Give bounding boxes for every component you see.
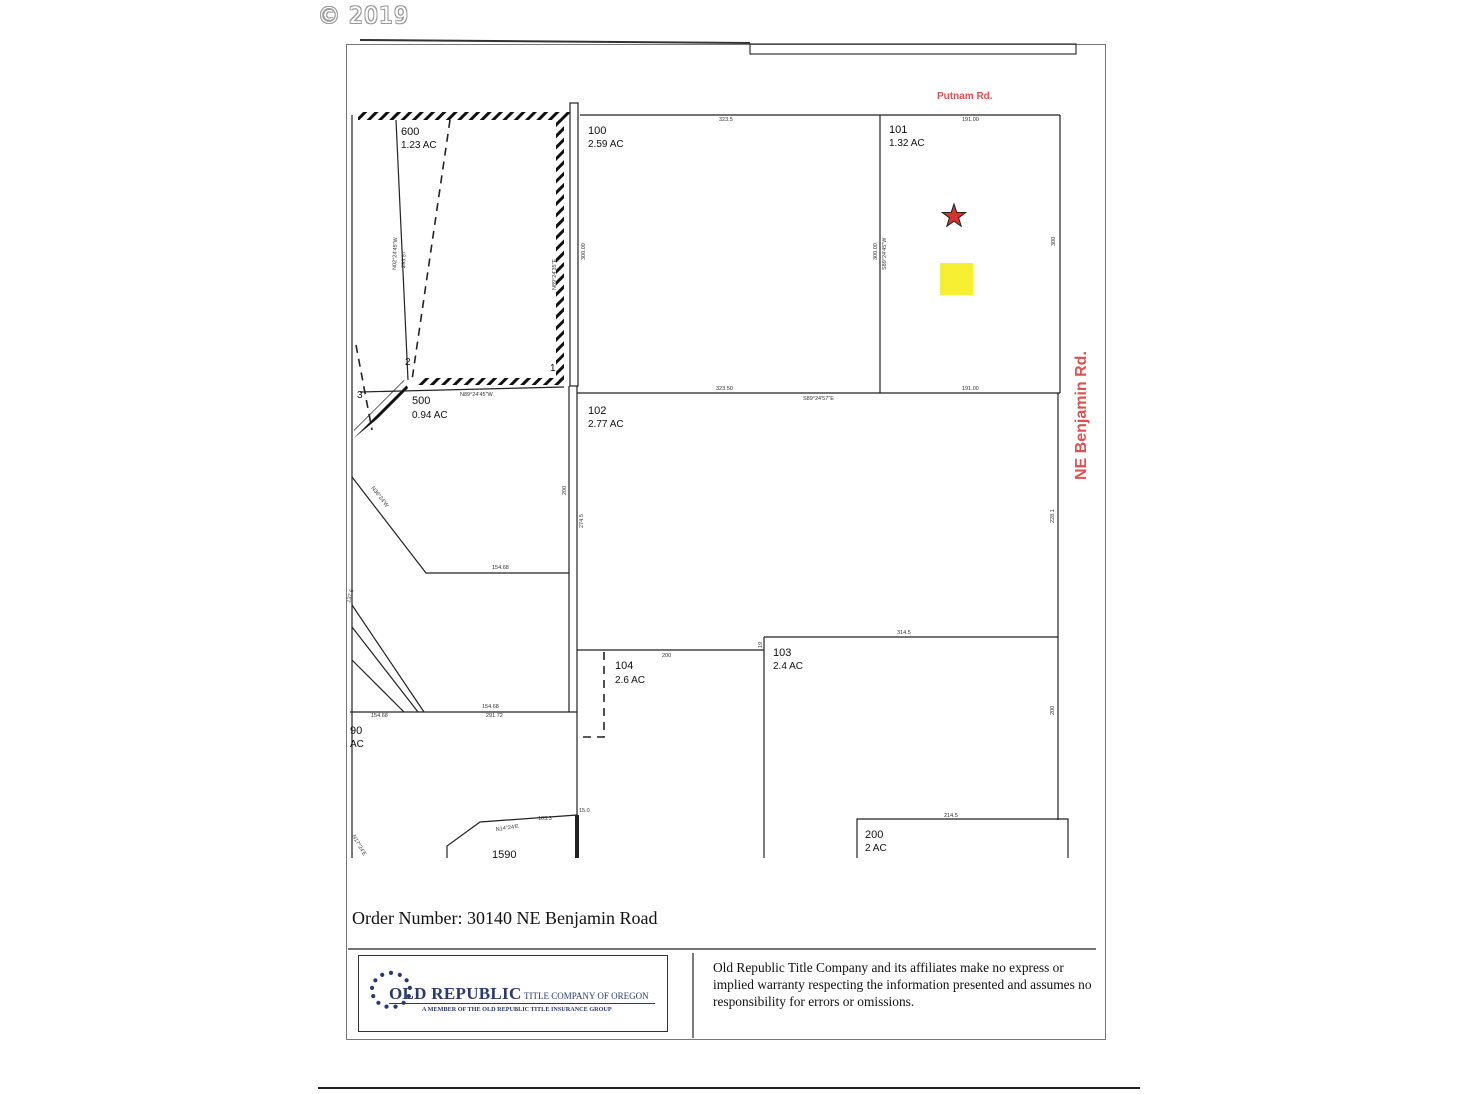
line-parcel-500 [352, 477, 569, 573]
lot-number-3: 3 [357, 390, 363, 401]
parcel-200-id: 200 [865, 829, 884, 841]
dim-label: N17°24'E [350, 834, 368, 858]
order-number: Order Number: 30140 NE Benjamin Road [352, 908, 658, 928]
dim-label: 293.57 [401, 251, 408, 269]
dim-label: N89°24'35"E [552, 258, 558, 290]
dim-label: 19 [758, 641, 764, 648]
parcel-100-id: 100 [588, 125, 607, 137]
lot-number-2: 2 [405, 357, 411, 368]
putnam-road-label: Putnam Rd. [937, 91, 993, 102]
dim-label: 323.5 [719, 117, 733, 123]
top-right-strip [750, 44, 1076, 54]
parcel-103-id: 103 [773, 647, 792, 659]
dim-label: 137.6 [346, 588, 356, 604]
logo-main-text: OLD REPUBLIC [389, 984, 522, 1003]
parcel-104-acres: 2.6 AC [615, 675, 646, 686]
parcel-103-acres: 2.4 AC [773, 661, 804, 672]
parcel-100-acres: 2.59 AC [588, 139, 624, 150]
dim-label: 200 [562, 485, 568, 495]
parcel-500-acres: 0.94 AC [412, 410, 448, 421]
dim-label: 300 [1051, 236, 1057, 246]
parcel-1590-id: 1590 [492, 849, 517, 861]
parcel-102-id: 102 [588, 405, 607, 417]
dim-label: 15.0 [579, 808, 590, 814]
copyright-watermark: © 2019 [318, 4, 409, 29]
dim-label: 274.5 [579, 514, 585, 528]
dashed-line-a [412, 120, 450, 380]
hatch-right-600 [556, 120, 564, 380]
dim-label: 314.5 [897, 630, 911, 636]
top-edge-line [360, 40, 750, 43]
dim-label: 300.00 [873, 243, 879, 260]
parcel-102-acres: 2.77 AC [588, 419, 624, 430]
disclaimer-text: Old Republic Title Company and its affiliates make no express or implied warranty respecting the information presented and assumes no responsibility for errors or omissions. [713, 960, 1092, 1009]
dim-label: 300.00 [581, 243, 587, 260]
old-republic-logo [358, 955, 668, 1032]
parcel-90-acres: AC [350, 739, 364, 750]
center-easement [570, 103, 578, 386]
dim-label: 214.5 [944, 813, 958, 819]
dim-label: 103.3 [538, 816, 552, 822]
dim-label: 191.00 [962, 386, 979, 392]
parcel-101-acres: 1.32 AC [889, 138, 925, 149]
dim-label: S89°24'57"E [803, 396, 834, 402]
dim-label: 154.68 [371, 713, 388, 719]
dashed-seg-1590 [575, 815, 579, 858]
hatch-wedge [354, 380, 410, 438]
dim-label: 154.68 [492, 565, 509, 571]
subject-highlight [940, 263, 973, 295]
logo-rule [389, 1003, 655, 1004]
hatch-top-600 [358, 112, 570, 120]
logo-subtitle: TITLE COMPANY OF OREGON [524, 991, 649, 1001]
dim-label: N14°24'E [495, 823, 520, 833]
benjamin-road-label: NE Benjamin Rd. [1073, 351, 1090, 480]
dashed-line-104 [580, 652, 604, 737]
dim-label: 154.68 [482, 704, 499, 710]
dim-label: 200 [1050, 705, 1056, 715]
hatch-bottom-600 [418, 378, 564, 385]
dim-label: N36°24'W [369, 485, 390, 509]
dim-label: 323.50 [716, 386, 733, 392]
dim-label: 191.00 [962, 117, 979, 123]
logo-member-text: A MEMBER OF THE OLD REPUBLIC TITLE INSURANCE GROUP [422, 1006, 612, 1013]
parcel-500-id: 500 [412, 395, 431, 407]
dim-label: N02°24'45"W [392, 237, 400, 271]
dim-label: 228.1 [1050, 509, 1056, 523]
parcel-600-acres: 1.23 AC [401, 140, 437, 151]
line-diag-c [352, 660, 404, 712]
parcel-600-id: 600 [401, 126, 420, 138]
parcel-90-id: 90 [350, 725, 363, 737]
parcel-104-id: 104 [615, 660, 634, 672]
dim-label: N89°24'45"W [460, 392, 493, 398]
parcel-101-id: 101 [889, 124, 908, 136]
star-icon [942, 204, 965, 226]
dim-label: S89°24'45"W [882, 237, 888, 270]
line-parcel-200 [857, 819, 1068, 858]
parcel-200-acres: 2 AC [865, 843, 887, 854]
lot-number-1: 1 [550, 363, 556, 374]
dim-label: 291.72 [486, 713, 503, 719]
dim-label: 200 [662, 653, 672, 659]
